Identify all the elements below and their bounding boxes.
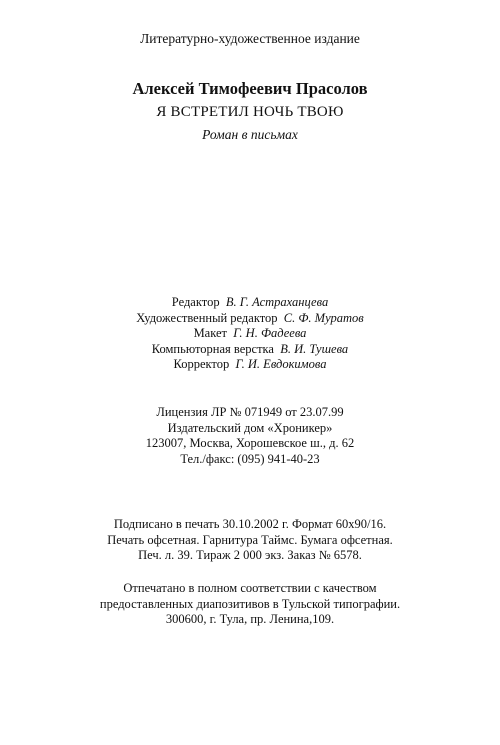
credit-proofreader — [0, 357, 500, 373]
credit-role: Художественный редактор — [136, 310, 278, 325]
publisher-address: 123007, Москва, Хорошевское ш., д. 62 — [145, 436, 355, 450]
credit-person: В. И. Тушева — [280, 341, 349, 356]
credit-person: Г. Н. Фадеева — [233, 326, 307, 340]
publisher-name: Издательский дом «Хроникер» — [167, 420, 333, 435]
publisher-block — [0, 405, 500, 467]
credit-art-editor — [0, 311, 500, 327]
credit-layout — [0, 326, 500, 342]
credit-person: В. Г. Астраханцева — [225, 295, 329, 309]
author-name: Алексей Тимофеевич Прасолов — [132, 79, 368, 98]
credit-role: Макет — [193, 326, 227, 340]
printed-address: 300600, г. Тула, пр. Ленина,109. — [165, 612, 335, 626]
series-label: Литературно-художественное издание — [140, 31, 360, 46]
credit-role: Компьюторная верстка — [151, 341, 274, 356]
print-type-line: Печать офсетная. Гарнитура Таймс. Бумага офсетная. — [107, 532, 393, 547]
printed-line-2: предоставленных диапозитивов в Тульской типографии. — [99, 596, 401, 611]
publisher-phone: Тел./факс: (095) 941-40-23 — [180, 451, 320, 466]
print-details-block — [0, 517, 500, 564]
credit-editor — [0, 295, 500, 311]
credit-role: Корректор — [173, 357, 230, 371]
credit-person: С. Ф. Муратов — [283, 310, 364, 325]
license-line: Лицензия ЛР № 071949 от 23.07.99 — [156, 405, 344, 419]
printed-line-1: Отпечатано в полном соответствии с качеством — [123, 581, 377, 595]
print-run-line: Печ. л. 39. Тираж 2 000 экз. Заказ № 6578. — [138, 548, 362, 562]
credit-role: Редактор — [171, 295, 220, 309]
credit-typesetting — [0, 342, 500, 358]
credits-block — [0, 295, 500, 373]
book-subtitle: Роман в письмах — [202, 127, 298, 142]
book-title: Я ВСТРЕТИЛ НОЧЬ ТВОЮ — [156, 104, 344, 120]
credit-person: Г. И. Евдокимова — [235, 357, 327, 371]
print-signed-line: Подписано в печать 30.10.2002 г. Формат 60х90/16. — [113, 517, 387, 531]
printing-house-block — [0, 581, 500, 628]
